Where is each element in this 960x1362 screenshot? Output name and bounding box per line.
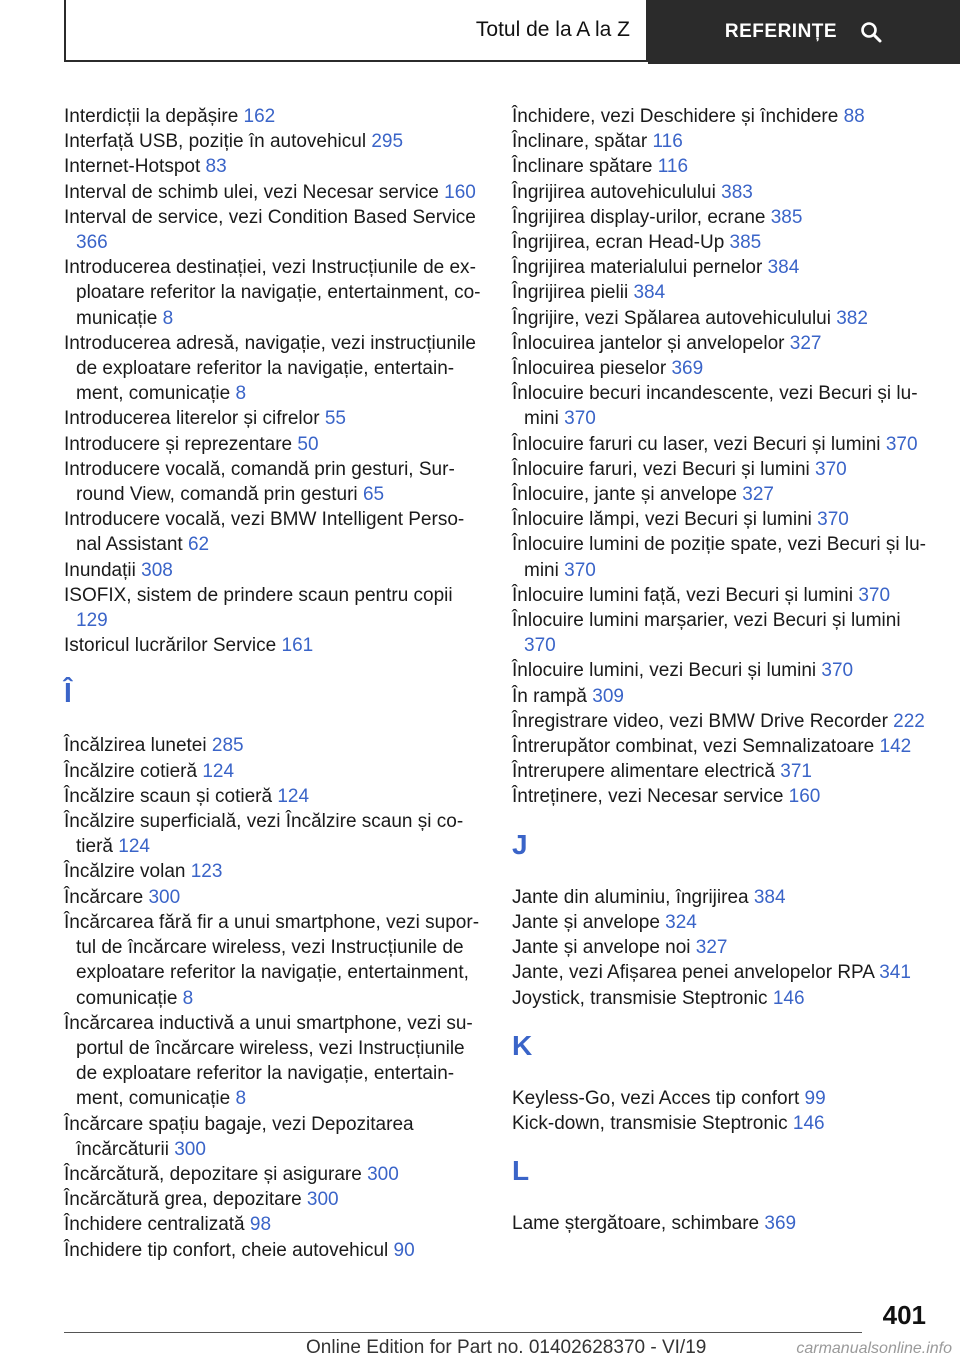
page-reference-link[interactable]: 8	[235, 383, 247, 405]
index-entry-text: Jante, vezi Afișarea penei anvelopelor RPA	[512, 962, 880, 984]
index-entry	[512, 154, 932, 179]
index-entry	[64, 331, 482, 407]
page-reference-link[interactable]: 300	[148, 886, 181, 908]
index-entry-text: Întrerupător combinat, vezi Semnalizatoare	[512, 736, 880, 758]
index-entry-text: Înlocuire, jante și anvelope	[512, 484, 743, 506]
page-reference-link[interactable]: 160	[444, 181, 476, 203]
index-entry-text: Jante și anvelope	[512, 911, 666, 933]
index-entry-text: Închidere, vezi Deschidere și închidere	[512, 106, 844, 127]
index-group-l	[512, 1211, 932, 1236]
references-tab-label: REFERINȚE	[724, 21, 838, 42]
index-entry-text: Înlocuirea jantelor și anvelopelor	[512, 332, 790, 354]
page-reference-link[interactable]: 146	[772, 987, 805, 1009]
page-reference-link[interactable]: 370	[885, 433, 918, 455]
index-entry	[64, 784, 482, 809]
index-entry-text: Înclinare spătare	[512, 156, 658, 178]
index-entry	[64, 180, 482, 205]
index-entry-text: Înlocuire lumini marșarier, vezi Becuri și lumini	[512, 610, 901, 632]
index-entry-text: Îngrijirea pielii	[512, 282, 634, 304]
index-entry	[64, 432, 482, 457]
page-reference-link[interactable]: 370	[815, 458, 847, 480]
letter-heading-i-circumflex: Î	[64, 677, 72, 709]
index-entry	[512, 1211, 932, 1236]
index-entry-text: Interdicții la depășire	[64, 106, 244, 127]
index-entry	[64, 1162, 482, 1187]
index-entry	[64, 507, 482, 557]
search-icon[interactable]	[859, 20, 883, 44]
index-entry	[512, 482, 932, 507]
index-entry	[64, 885, 482, 910]
letter-heading-l: L	[512, 1155, 530, 1187]
left-index-column	[64, 104, 482, 1263]
page-reference-link[interactable]: 162	[243, 106, 276, 127]
index-entry	[64, 1112, 482, 1162]
index-entry-text: Încărcarea fără fir a unui smartphone, vezi suportul de încărcare wireless, vezi Instrucțiunile de exploatare referitor la navigație, entertainment, comunicație	[64, 911, 480, 1009]
page-reference-link[interactable]: 8	[182, 987, 194, 1009]
index-entry	[512, 381, 932, 431]
page-reference-link[interactable]: 384	[753, 886, 786, 908]
edition-footer: Online Edition for Part no. 01402628370 - VI/19	[306, 1337, 707, 1358]
section-title: Totul de la A la Z	[475, 18, 630, 41]
page-reference-link[interactable]: 160	[788, 786, 821, 808]
index-entry	[512, 658, 932, 683]
index-entry	[512, 986, 932, 1011]
index-entry-text: Înlocuirea pieselor	[512, 358, 672, 380]
index-entry	[512, 935, 932, 960]
page-reference-link[interactable]: 369	[764, 1213, 797, 1235]
page-reference-link[interactable]: 116	[652, 131, 683, 153]
index-entry	[512, 885, 932, 910]
page-reference-link[interactable]: 285	[211, 735, 244, 757]
index-entry	[64, 910, 482, 1011]
page-reference-link[interactable]: 300	[174, 1138, 206, 1160]
index-entry	[512, 583, 932, 608]
index-entry	[512, 507, 932, 532]
page-reference-link[interactable]: 341	[879, 962, 911, 984]
index-entry	[64, 205, 482, 255]
page-reference-link[interactable]: 371	[780, 761, 812, 783]
index-entry-text: Joystick, transmisie Steptronic	[512, 987, 773, 1009]
index-entry	[512, 784, 932, 809]
index-entry-text: Încărcarea inductivă a unui smartphone, vezi suportul de încărcare wireless, vezi Instrucțiunile de exploatare referitor la navigație, entertainment, comunicație	[64, 1012, 473, 1110]
index-entry	[64, 859, 482, 884]
index-entry	[64, 1187, 482, 1212]
page-reference-link[interactable]: 99	[804, 1087, 826, 1109]
index-entry-text: Introducere vocală, vezi BMW Intelligent Personal Assistant	[64, 509, 465, 556]
index-entry-text: Încărcătură, depozitare și asigurare	[64, 1163, 368, 1185]
page-reference-link[interactable]: 124	[202, 760, 235, 782]
right-index-column	[512, 104, 932, 1236]
index-entry	[512, 960, 932, 985]
page-reference-link[interactable]: 129	[76, 610, 108, 632]
index-entry-text: Jante și anvelope noi	[512, 937, 696, 959]
index-entry-text: Kick-down, transmisie Steptronic	[512, 1112, 793, 1134]
index-entry-text: Îngrijire, vezi Spălarea autovehiculului	[512, 307, 837, 329]
index-group-i-circumflex	[64, 733, 482, 1262]
index-entry-text: Înlocuire lumini de poziție spate, vezi Becuri și lumini	[512, 534, 926, 581]
index-entry	[512, 457, 932, 482]
index-entry-text: Întreținere, vezi Necesar service	[512, 786, 789, 808]
index-entry	[512, 432, 932, 457]
index-entry	[64, 1011, 482, 1112]
index-entry-text: Interval de schimb ulei, vezi Necesar service	[64, 181, 445, 203]
index-entry-text: Îngrijirea display-urilor, ecrane	[512, 206, 771, 228]
index-entry	[512, 1111, 932, 1136]
references-tab[interactable]	[648, 0, 960, 64]
index-entry	[64, 1212, 482, 1237]
letter-heading-j: J	[512, 828, 528, 860]
page-number: 401	[882, 1300, 926, 1330]
index-entry-text: Înlocuire faruri, vezi Becuri și lumini	[512, 458, 816, 480]
index-entry	[512, 910, 932, 935]
index-entry-text: Jante din aluminiu, îngrijirea	[512, 886, 754, 908]
page-reference-link[interactable]: 385	[729, 232, 762, 254]
page-reference-link[interactable]: 8	[235, 1088, 247, 1110]
page-reference-link[interactable]: 62	[187, 534, 210, 556]
index-entry-text: ISOFIX, sistem de prindere scaun pentru copii	[64, 584, 453, 606]
index-entry	[512, 759, 932, 784]
index-entry-text: Istoricul lucrărilor Service	[64, 635, 282, 657]
index-group-j	[512, 885, 932, 1011]
page-reference-link[interactable]: 308	[141, 559, 173, 581]
watermark: carmanualsonline.info	[796, 1340, 952, 1357]
index-entry	[64, 255, 482, 331]
page-reference-link[interactable]: 161	[281, 635, 314, 657]
page-header	[64, 0, 960, 64]
index-entry-text: Încălzire cotieră	[64, 760, 203, 782]
index-entry-text: Încălzirea lunetei	[64, 735, 212, 757]
index-entry-text: Închidere centralizată	[64, 1214, 250, 1236]
page-reference-link[interactable]: 146	[792, 1112, 825, 1134]
index-entry	[64, 129, 482, 154]
index-entry-text: Îngrijirea autovehiculului	[512, 181, 722, 203]
index-entry	[64, 457, 482, 507]
index-entry-text: Introducere și reprezentare	[64, 433, 298, 455]
index-entry-text: Întrerupere alimentare electrică	[512, 761, 781, 783]
page-reference-link[interactable]: 370	[564, 408, 596, 430]
page-reference-link[interactable]: 384	[633, 282, 666, 304]
index-entry-text: Înlocuire becuri incandescente, vezi Becuri și lumini	[512, 383, 918, 430]
index-entry	[64, 154, 482, 179]
index-entry-text: Îngrijirea materialului pernelor	[512, 257, 768, 279]
page-reference-link[interactable]: 370	[817, 509, 849, 531]
page-reference-link[interactable]: 55	[324, 408, 346, 430]
index-entry	[64, 1238, 482, 1263]
index-entry	[64, 759, 482, 784]
footer-divider	[64, 1332, 862, 1333]
index-entry-text: Internet-Hotspot	[64, 156, 206, 178]
index-entry-text: Înlocuire lumini față, vezi Becuri și lumini	[512, 584, 859, 606]
page-reference-link[interactable]: 65	[362, 484, 385, 506]
index-entry-text: Introducerea literelor și cifrelor	[64, 408, 325, 430]
index-entry-text: Încărcare spațiu bagaje, vezi Depozitarea încărcăturii	[64, 1113, 414, 1160]
section-title-tab	[64, 0, 648, 62]
index-entry-text: Introducerea destinației, vezi Instrucțiunile de exploatare referitor la navigație, entertainment, comunicație	[64, 257, 481, 329]
index-entry-text: Înlocuire lumini, vezi Becuri și lumini	[512, 660, 822, 682]
index-entry	[512, 331, 932, 356]
index-entry	[512, 205, 932, 230]
index-entry-text: Înlocuire faruri cu laser, vezi Becuri și lumini	[512, 433, 886, 455]
index-entry-text: Înregistrare video, vezi BMW Drive Recorder	[512, 710, 894, 732]
page-reference-link[interactable]: 300	[306, 1189, 339, 1211]
letter-heading-k: K	[512, 1029, 533, 1061]
index-entry	[512, 280, 932, 305]
page-reference-link[interactable]: 324	[665, 911, 697, 933]
page-reference-link[interactable]: 8	[162, 307, 174, 329]
index-entry	[64, 583, 482, 633]
page-reference-link[interactable]: 327	[742, 484, 774, 506]
page-reference-link[interactable]: 327	[789, 332, 822, 354]
page-reference-link[interactable]: 222	[893, 710, 925, 732]
index-entry	[512, 230, 932, 255]
index-entry-text: Încălzire scaun și cotieră	[64, 785, 278, 807]
page-reference-link[interactable]: 116	[657, 156, 689, 178]
page-reference-link[interactable]: 382	[836, 307, 868, 329]
page-reference-link[interactable]: 383	[721, 181, 753, 203]
page-reference-link[interactable]: 142	[879, 736, 912, 758]
index-entry	[64, 104, 482, 129]
index-group-i-circumflex-cont	[512, 104, 932, 810]
index-entry-text: În rampă	[512, 685, 593, 707]
index-entry	[512, 532, 932, 582]
index-entry	[512, 608, 932, 658]
index-entry	[512, 709, 932, 734]
index-entry-text: Inundații	[64, 559, 142, 581]
page-reference-link[interactable]: 123	[190, 861, 223, 883]
index-group-k	[512, 1086, 932, 1136]
index-entry	[64, 406, 482, 431]
index-entry	[64, 558, 482, 583]
page-reference-link[interactable]: 366	[76, 232, 108, 254]
page-reference-link[interactable]: 98	[249, 1214, 272, 1236]
index-entry	[512, 255, 932, 280]
index-entry	[64, 633, 482, 658]
index-entry	[512, 306, 932, 331]
index-entry-text: Înlocuire lămpi, vezi Becuri și lumini	[512, 509, 818, 531]
page-reference-link[interactable]: 370	[564, 559, 596, 581]
index-entry	[512, 129, 932, 154]
index-entry-text: Keyless-Go, vezi Acces tip confort	[512, 1087, 805, 1109]
index-entry-text: Introducerea adresă, navigație, vezi instrucțiunile de exploatare referitor la navigație, entertainment, comunicație	[64, 332, 476, 405]
index-entry	[512, 1086, 932, 1111]
index-entry-text: Interfață USB, poziție în autovehicul	[64, 131, 372, 153]
index-entry	[512, 356, 932, 381]
index-entry-text: Încălzire superficială, vezi Încălzire scaun și cotieră	[64, 811, 464, 858]
index-entry-text: Închidere tip confort, cheie autovehicul	[64, 1239, 394, 1261]
index-entry	[64, 733, 482, 758]
index-entry	[512, 684, 932, 709]
index-entry-text: Introducere vocală, comandă prin gesturi, Surround View, comandă prin gesturi	[64, 458, 455, 506]
page-reference-link[interactable]: 385	[770, 206, 803, 228]
page-reference-link[interactable]: 295	[371, 131, 404, 153]
page-reference-link[interactable]: 370	[858, 584, 891, 606]
index-entry-text: Lame ștergătoare, schimbare	[512, 1213, 765, 1235]
index-entry-text: Interval de service, vezi Condition Based Service	[64, 206, 476, 228]
page-reference-link[interactable]: 50	[297, 433, 319, 455]
page-reference-link[interactable]: 370	[524, 635, 556, 657]
index-entry	[512, 180, 932, 205]
page-reference-link[interactable]: 370	[821, 660, 854, 682]
page-reference-link[interactable]: 88	[843, 106, 865, 127]
index-entry-text: Încărcătură grea, depozitare	[64, 1189, 307, 1211]
page-reference-link[interactable]: 90	[393, 1239, 415, 1261]
index-entry-text: Înclinare, spătar	[512, 131, 653, 153]
index-entry-text: Încărcare	[64, 886, 149, 908]
index-group-i	[64, 104, 482, 658]
page-reference-link[interactable]: 369	[671, 358, 704, 380]
index-entry	[64, 809, 482, 859]
index-entry	[512, 104, 932, 129]
page-reference-link[interactable]: 300	[367, 1163, 399, 1185]
index-entry-text: Îngrijirea, ecran Head-Up	[512, 232, 730, 254]
page-reference-link[interactable]: 124	[118, 836, 150, 858]
page-reference-link[interactable]: 384	[767, 257, 800, 279]
index-entry	[512, 734, 932, 759]
page-reference-link[interactable]: 327	[695, 937, 728, 959]
page-reference-link[interactable]: 309	[592, 685, 624, 707]
index-entry-text: Încălzire volan	[64, 861, 191, 883]
page-reference-link[interactable]: 124	[277, 785, 310, 807]
page-reference-link[interactable]: 83	[205, 156, 227, 178]
